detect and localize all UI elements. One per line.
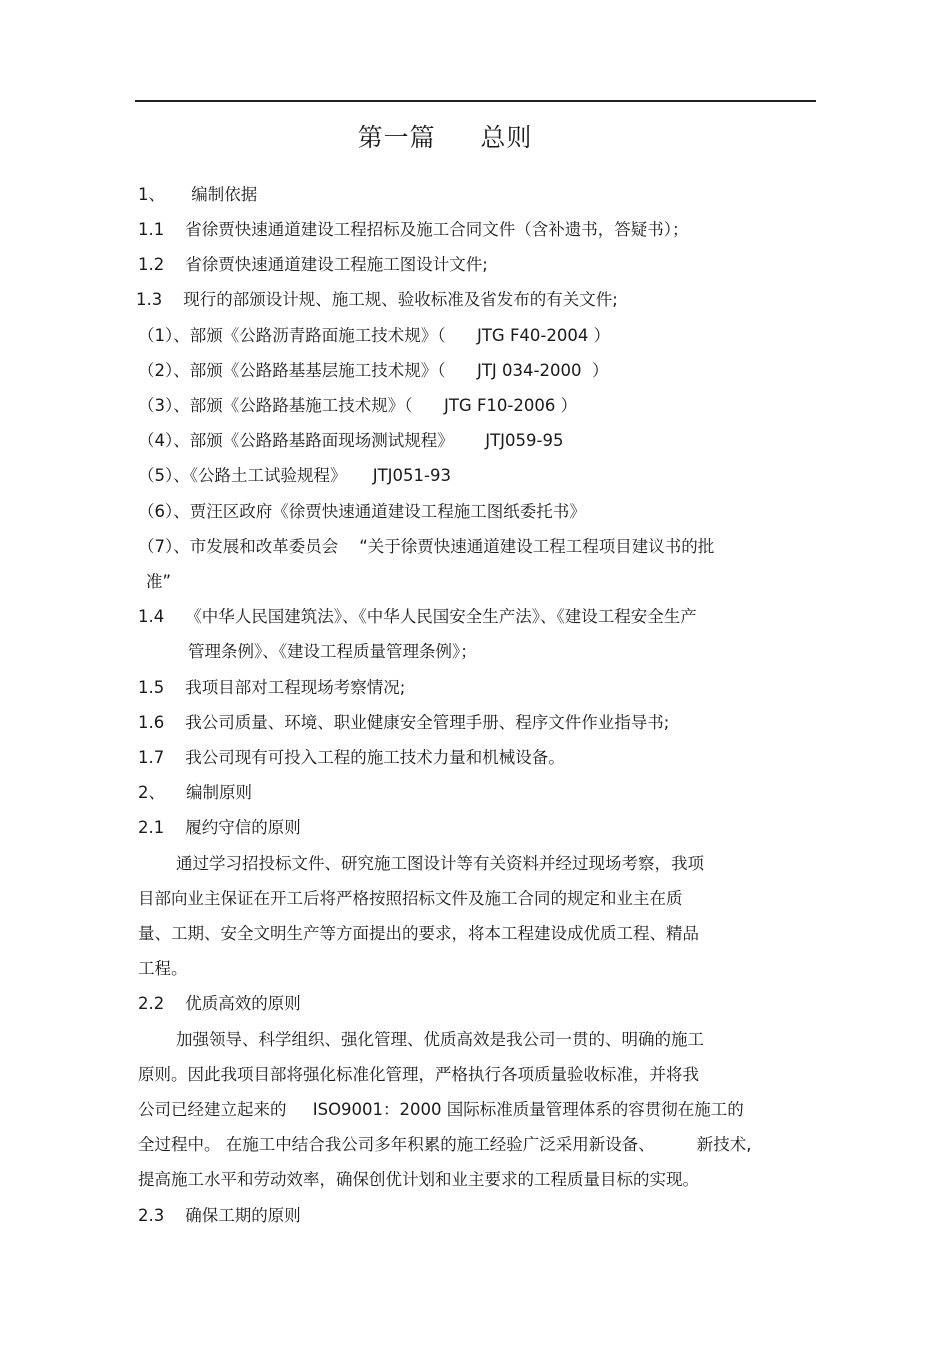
doc-line: 1.4 《中华人民国建筑法》、《中华人民国安全生产法》、《建设工程安全生产 (138, 607, 697, 626)
doc-line: 提高施工水平和劳动效率，确保创优计划和业主要求的工程质量目标的实现。 (138, 1170, 699, 1189)
doc-line: 目部向业主保证在开工后将严格按照招标文件及施工合同的规定和业主在质 (138, 889, 683, 908)
doc-line: 公司已经建立起来的 ISO9001：2000 国际标准质量管理体系的容贯彻在施工的 (138, 1100, 744, 1119)
doc-line: 准” (146, 572, 172, 591)
doc-line: 1.7 我公司现有可投入工程的施工技术力量和机械设备。 (138, 748, 565, 767)
doc-line: （4）、部颁《公路路基路面现场测试规程》 JTJ059-95 (138, 431, 564, 450)
doc-line: （5）、《公路土工试验规程》 JTJ051-93 (138, 466, 451, 485)
doc-line: 2.3 确保工期的原则 (138, 1206, 301, 1225)
doc-line: 2.1 履约守信的原则 (138, 818, 301, 837)
doc-line: 1.6 我公司质量、环境、职业健康安全管理手册、程序文件作业指导书; (138, 713, 670, 732)
doc-line: 1、 编制依据 (138, 185, 258, 204)
doc-line: （1）、部颁《公路沥青路面施工技术规》（ JTG F40-2004 ） (138, 326, 611, 345)
doc-line: 1.3 现行的部颁设计规、施工规、验收标准及省发布的有关文件; (136, 290, 618, 309)
doc-line: 通过学习招投标文件、研究施工图设计等有关资料并经过现场考察，我项 (176, 854, 704, 873)
doc-line: 管理条例》、《建设工程质量管理条例》； (188, 642, 477, 661)
doc-line: 1.5 我项目部对工程现场考察情况; (138, 678, 406, 697)
page-title: 第一篇 总则 (357, 123, 533, 152)
doc-line: 工程。 (138, 959, 188, 978)
doc-line: 加强领导、科学组织、强化管理、优质高效是我公司一贯的、明确的施工 (176, 1030, 704, 1049)
doc-line: 1.1 省徐贾快速通道建设工程招标及施工合同文件（含补遗书，答疑书）； (138, 220, 689, 239)
doc-line: （2）、部颁《公路路基基层施工技术规》（ JTJ 034-2000 ） (138, 361, 609, 380)
doc-line: （3）、部颁《公路路基施工技术规》（ JTG F10-2006 ） (138, 396, 578, 415)
doc-line: 1.2 省徐贾快速通道建设工程施工图设计文件; (138, 255, 488, 274)
doc-line: （6）、贾汪区政府《徐贾快速通道建设工程施工图纸委托书》 (138, 502, 586, 521)
doc-line: 2.2 优质高效的原则 (138, 994, 301, 1013)
doc-line: 2、 编制原则 (138, 783, 252, 802)
header-rule (135, 100, 816, 102)
doc-line: （7）、市发展和改革委员会 “关于徐贾快速通道建设工程工程项目建议书的批 (138, 537, 715, 556)
doc-line: 量、工期、安全文明生产等方面提出的要求，将本工程建设成优质工程、精品 (138, 924, 699, 943)
doc-line: 原则。因此我项目部将强化标准化管理，严格执行各项质量验收标准，并将我 (138, 1065, 699, 1084)
doc-line: 全过程中。 在施工中结合我公司多年积累的施工经验广泛采用新设备、 新技术, (138, 1135, 752, 1154)
